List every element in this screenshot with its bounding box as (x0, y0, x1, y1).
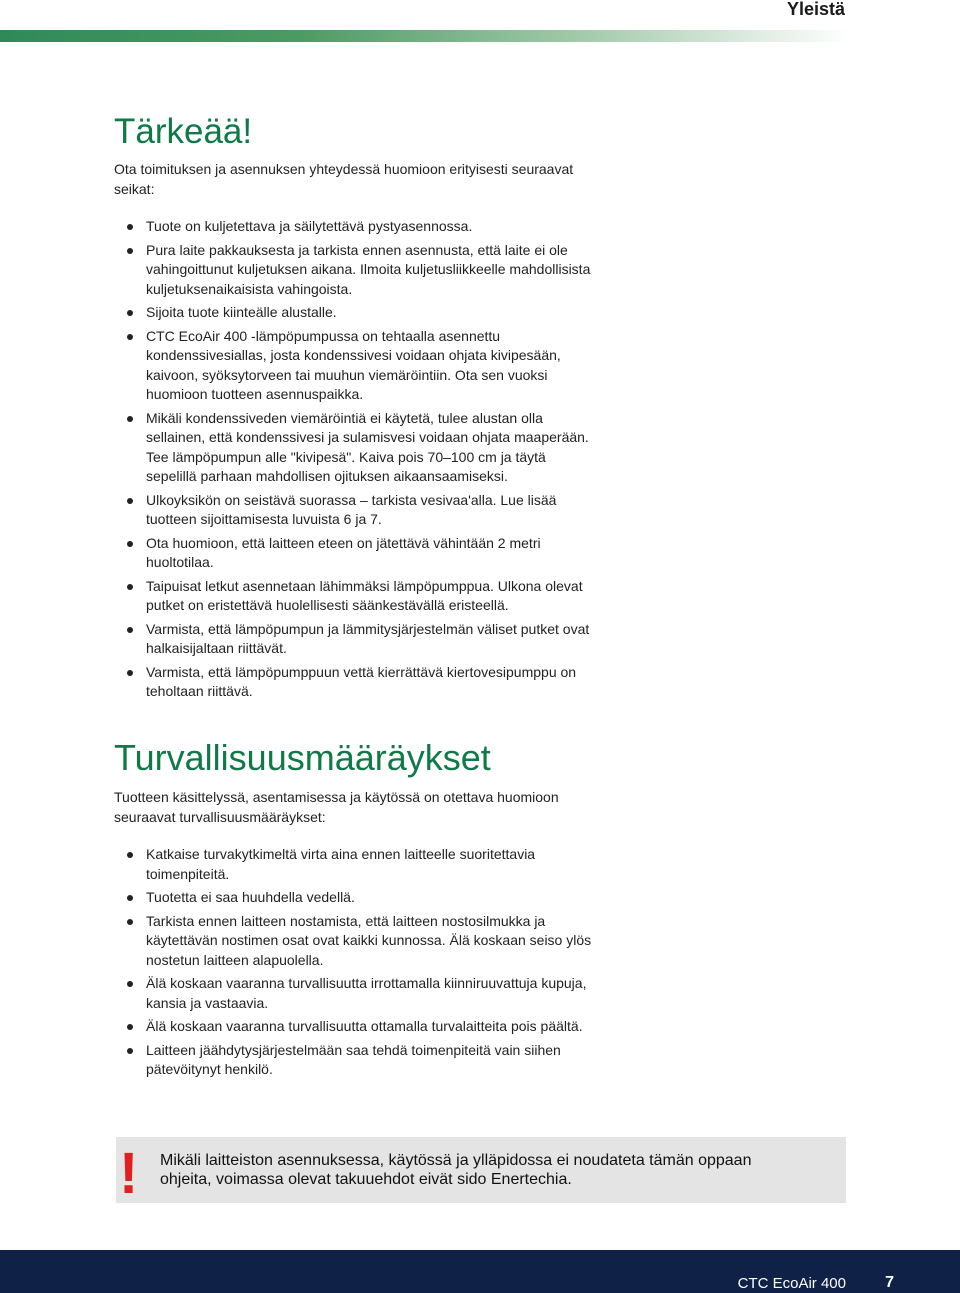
list-item-text: Laitteen jäähdytysjärjestelmään saa tehdä toimenpiteitä vain siihen pätevöitynyt henkilö. (146, 1041, 561, 1077)
list-item-text: Ota huomioon, että laitteen eteen on jätettävä vähintään 2 metri huoltotilaa. (146, 534, 541, 570)
list-item (114, 845, 854, 884)
list-item-text: Tuote on kuljetettava ja säilytettävä pystyasennossa. (146, 218, 473, 234)
important-intro: Ota toimituksen ja asennuksen yhteydessä huomioon erityisesti seuraavat seikat: (114, 161, 574, 197)
page-number: 7 (885, 1274, 894, 1291)
list-item-text: Tuotetta ei saa huuhdella vedellä. (146, 889, 355, 905)
list-item-text: Taipuisat letkut asennetaan lähimmäksi lämpöpumppua. Ulkona olevat putket on eristettävä huolellisesti säänkestävällä eristeellä. (146, 577, 583, 613)
safety-heading: Turvallisuusmääräykset (114, 737, 491, 778)
list-item (114, 663, 854, 702)
header-gradient-rule (0, 30, 850, 42)
list-item (114, 217, 854, 237)
list-item (114, 888, 854, 908)
safety-intro: Tuotteen käsittelyssä, asentamisessa ja käytössä on otettava huomioon seuraavat turvallisuusmääräykset: (114, 789, 559, 825)
footer-product-name: CTC EcoAir 400 (737, 1275, 846, 1292)
list-item (114, 620, 854, 659)
warning-text: Mikäli laitteiston asennuksessa, käytössä ja ylläpidossa ei noudateta tämän oppaan ohjeita, voimassa olevat takuuehdot eivät sido Enertechia. (160, 1152, 752, 1188)
list-item-text: Katkaise turvakytkimeltä virta aina ennen laitteelle suoritettavia toimenpiteitä. (146, 846, 536, 882)
list-item (114, 409, 854, 487)
list-item-text: Pura laite pakkauksesta ja tarkista ennen asennusta, että laite ei ole vahingoittunut kuljetuksen aikana. Ilmoita kuljetusliikkeelle mahdollisista kuljetuksenaikaisista vahingoista. (146, 241, 591, 297)
list-item (114, 577, 854, 616)
safety-list (114, 845, 854, 1080)
list-item (114, 241, 854, 300)
list-item-text: CTC EcoAir 400 -lämpöpumpussa on tehtaalla asennettu kondenssivesiallas, josta kondenssivesi voidaan ohjata kivipesään, kaivoon, syöksytorveen tai muuhun viemäröintiin. Ota sen vuoksi huomioon tuotteen asennuspaikka. (146, 327, 561, 402)
important-heading: Tärkeää! (114, 112, 253, 151)
important-list (114, 217, 854, 702)
exclamation-warning-icon: ! (119, 1141, 139, 1206)
important-section (114, 112, 854, 706)
list-item (114, 534, 854, 573)
list-item-text: Varmista, että lämpöpumpun ja lämmitysjärjestelmän väliset putket ovat halkaisijaltaan riittävät. (146, 620, 590, 656)
list-item (114, 491, 854, 530)
list-item (114, 1017, 854, 1037)
list-item-text: Sijoita tuote kiinteälle alustalle. (146, 304, 337, 320)
list-item-text: Tarkista ennen laitteen nostamista, että laitteen nostosilmukka ja käytettävän nostimen osat ovat kaikki kunnossa. Älä koskaan seiso ylös nostetun laitteen alapuolella. (146, 912, 592, 968)
list-item (114, 327, 854, 405)
list-item (114, 974, 854, 1013)
list-item-text: Mikäli kondenssiveden viemäröintiä ei käytetä, tulee alustan olla sellainen, että kondenssivesi ja sulamisvesi voidaan ohjata maaperään. Tee lämpöpumpun alle "kivipesä". Kaiva pois 70–100 cm ja täytä sepelillä parhaan mahdollisen ojituksen aikaansaamiseksi. (146, 409, 589, 484)
list-item-text: Älä koskaan vaaranna turvallisuutta irrottamalla kiinniruuvattuja kupuja, kansia ja vastaavia. (146, 975, 587, 1011)
safety-section (114, 738, 854, 1084)
list-item (114, 303, 854, 323)
list-item (114, 912, 854, 971)
section-title: Yleistä (786, 0, 845, 19)
list-item-text: Varmista, että lämpöpumppuun vettä kierrättävä kiertovesipumppu on teholtaan riittävä. (146, 663, 577, 699)
list-item (114, 1041, 854, 1080)
list-item-text: Ulkoyksikön on seistävä suorassa – tarkista vesivaa'alla. Lue lisää tuotteen sijoittamisesta luvuista 6 ja 7. (146, 491, 557, 527)
list-item-text: Älä koskaan vaaranna turvallisuutta ottamalla turvalaitteita pois päältä. (146, 1018, 583, 1034)
